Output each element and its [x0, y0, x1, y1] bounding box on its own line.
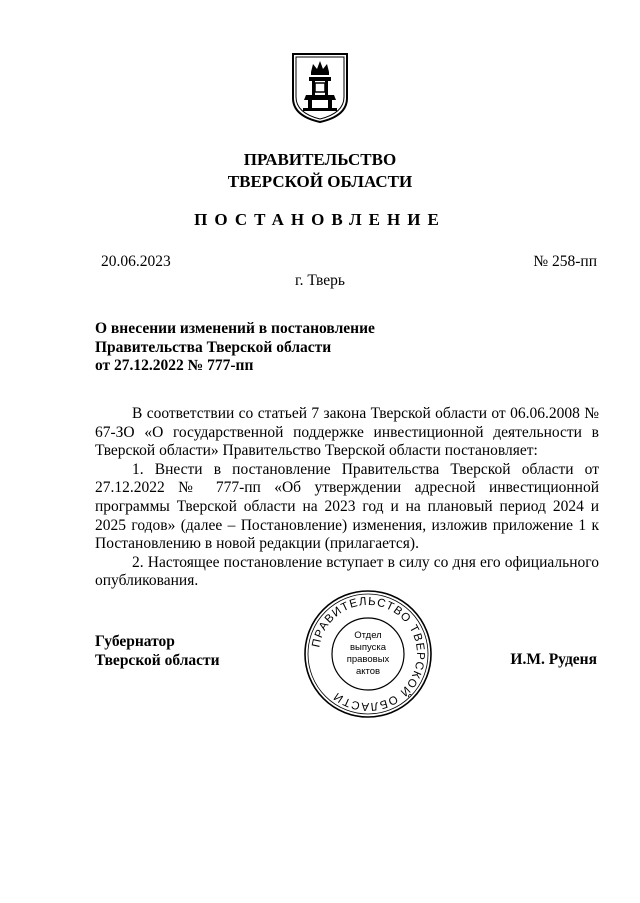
body-item-2: 2. Настоящее постановление вступает в силу со дня его официального опубликования. — [95, 553, 599, 590]
subject-line1: О внесении изменений в постановление — [95, 320, 375, 337]
document-subject — [95, 320, 375, 376]
subject-line2: Правительства Тверской области — [95, 338, 332, 356]
signatory-name: И.М. Руденя — [510, 651, 597, 668]
stamp-center-line2: выпуска — [349, 642, 387, 653]
document-city: г. Тверь — [295, 272, 345, 289]
document-date: 20.06.2023 — [101, 253, 171, 270]
document-body — [95, 405, 599, 591]
document-type-title: ПОСТАНОВЛЕНИЕ — [194, 210, 446, 229]
signatory-title-line1: Губернатор — [95, 633, 175, 650]
stamp-center-line4: актов — [355, 666, 381, 677]
tver-coat-of-arms-icon — [289, 50, 351, 126]
subject-line3: от 27.12.2022 № 777-пп — [95, 357, 254, 375]
org-name-line1: ПРАВИТЕЛЬСТВО — [243, 150, 397, 169]
signatory-title-line2: Тверской области — [95, 652, 220, 669]
official-stamp — [302, 588, 434, 720]
stamp-ring-text: ПРАВИТЕЛЬСТВО ТВЕРСКОЙ ОБЛАСТИ — [310, 595, 427, 713]
body-preamble: В соответствии со статьей 7 закона Тверской области от 06.06.2008 № 67-ЗО «О государственной поддержке инвестиционной деятельности в Тверской области» Правительство Тверской области постановляет: — [95, 405, 599, 460]
signatory-title — [95, 632, 220, 670]
document-number: № 258-пп — [533, 253, 597, 270]
body-item-1: 1. Внести в постановление Правительства Тверской области от 27.12.2022 № 777-пп «Об утверждении адресной инвестиционной программы Тверской области на 2023 год и на плановый период 2024 и 2025 годов» (далее – Постановление) изменения, изложив приложение 1 к Постановлению в новой редакции (прилагается). — [95, 460, 599, 553]
org-name-line2: ТВЕРСКОЙ ОБЛАСТИ — [227, 172, 413, 191]
stamp-center-line1: Отдел — [354, 630, 382, 641]
stamp-center-line3: правовых — [346, 654, 390, 665]
